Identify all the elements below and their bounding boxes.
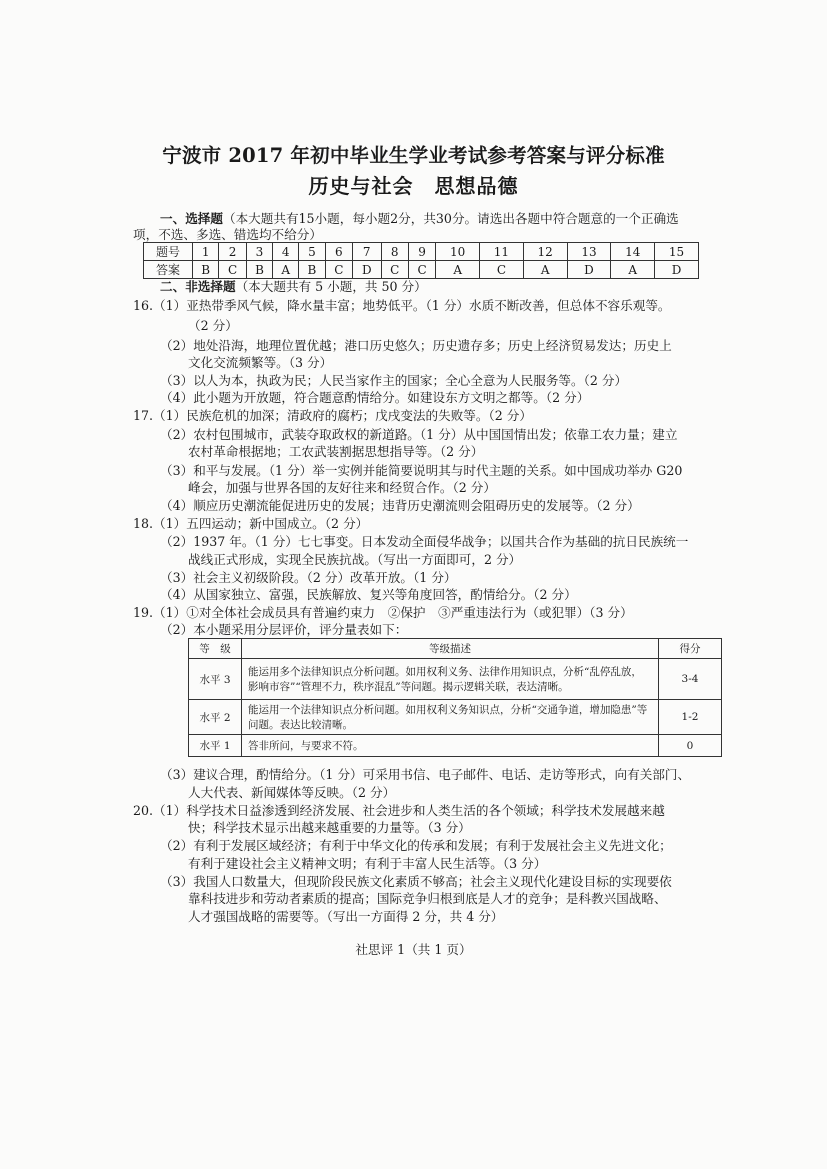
answer-line: （3）和平与发展。（1 分）举一实例并能简要说明其与时代主题的关系。如中国成功举办 G20 [160, 463, 683, 478]
table-row [189, 735, 722, 757]
answer-cell: A [436, 261, 480, 279]
question-number: 8 [381, 243, 408, 261]
document-title: 宁波市 2017 年初中毕业生学业考试参考答案与评分标准 [162, 144, 665, 167]
answer-cell: B [299, 261, 325, 279]
answer-line: （3）社会主义初级阶段。（2 分）改革开放。（1 分） [160, 570, 457, 585]
page-footer: 社思评 1（共 1 页） [355, 942, 472, 957]
rubric-score: 0 [659, 735, 722, 757]
answer-cell: C [219, 261, 246, 279]
rubric-header-score: 得分 [659, 639, 722, 659]
question-number: 12 [523, 243, 567, 261]
table-row [189, 639, 722, 659]
grading-rubric-table [188, 638, 722, 757]
rubric-score: 3-4 [659, 659, 722, 700]
answer-line: （3）以人为本，执政为民；人民当家作主的国家；全心全意为人民服务等。（2 分） [160, 373, 628, 388]
answer-line: （4）从国家独立、富强，民族解放、复兴等角度回答，酌情给分。（2 分） [160, 587, 577, 602]
rubric-desc: 能运用多个法律知识点分析问题。如用权利义务、法律作用知识点，分析“乱停乱放，影响市容”“管理不力，秩序混乱”等问题。揭示逻辑关联，表达清晰。 [242, 659, 659, 700]
answer-cell: C [480, 261, 524, 279]
answer-line: 峰会，加强与世界各国的友好往来和经贸合作。（2 分） [188, 480, 496, 495]
answer-line: 20.（1）科学技术日益渗透到经济发展、社会进步和人类生活的各个领域；科学技术发展越来越 [133, 803, 665, 818]
answer-table [143, 242, 699, 279]
answer-cell: C [408, 261, 435, 279]
question-number: 7 [352, 243, 381, 261]
answer-line: （2）有利于发展区域经济；有利于中华文化的传承和发展；有利于发展社会主义先进文化； [160, 838, 672, 853]
table-row-label: 答案 [144, 261, 193, 279]
answer-line: 快；科学技术显示出越来越重要的力量等。（3 分） [188, 820, 471, 835]
question-number: 1 [193, 243, 219, 261]
answer-line: （4）顺应历史潮流能促进历史的发展；违背历史潮流则会阻碍历史的发展等。（2 分） [160, 498, 640, 513]
answer-line: 有利于建设社会主义精神文明；有利于丰富人民生活等。（3 分） [188, 856, 547, 871]
answer-line: 19.（1）①对全体社会成员具有普遍约束力 ②保护 ③严重违法行为（或犯罪）（3 分） [133, 605, 633, 620]
answer-line: 靠科技进步和劳动者素质的提高；国际竞争归根到底是人才的竞争；是科教兴国战略、 [188, 891, 667, 906]
section2-intro-text: （本大题共有 5 小题，共 50 分） [235, 279, 427, 294]
rubric-score: 1-2 [659, 700, 722, 735]
question-number: 5 [299, 243, 325, 261]
answer-line: （2 分） [188, 318, 238, 333]
rubric-level: 水平 2 [189, 700, 242, 735]
answer-table-answer-row [144, 261, 699, 279]
answer-cell: D [352, 261, 381, 279]
section2-heading: 二、非选择题 [160, 279, 236, 294]
question-number: 11 [480, 243, 524, 261]
answer-cell: D [655, 261, 699, 279]
answer-line: 人大代表、新闻媒体等反映。（2 分） [188, 785, 396, 800]
question-number: 13 [567, 243, 611, 261]
table-row [189, 700, 722, 735]
answer-line: （2）农村包围城市，武装夺取政权的新道路。（1 分）从中国国情出发；依靠工农力量；建立 [160, 427, 678, 442]
section1-intro-cont: 项，不选、多选、错选均不给分） [133, 227, 322, 242]
document-subtitle: 历史与社会 思想品德 [308, 174, 519, 198]
answer-line: 战线正式形成，实现全民族抗战。（写出一方面即可，2 分） [188, 552, 522, 567]
answer-cell: A [611, 261, 655, 279]
answer-cell: C [381, 261, 408, 279]
answer-line: 农村革命根据地；工农武装割据思想指导等。（2 分） [188, 444, 484, 459]
section1-intro-text: （本大题共有15小题，每小题2分，共30分。请选出各题中符合题意的一个正确选 [222, 211, 679, 226]
answer-line: （2）地处沿海，地理位置优越；港口历史悠久；历史遗存多；历史上经济贸易发达；历史上 [160, 338, 672, 353]
rubric-level: 水平 1 [189, 735, 242, 757]
answer-table-number-row [144, 243, 699, 261]
section2-intro [160, 279, 427, 295]
section1-intro [160, 211, 679, 227]
rubric-desc: 答非所问，与要求不符。 [242, 735, 659, 757]
question-number: 15 [655, 243, 699, 261]
table-row [189, 659, 722, 700]
rubric-header-level: 等 级 [189, 639, 242, 659]
answer-cell: B [193, 261, 219, 279]
question-number: 2 [219, 243, 246, 261]
question-number: 14 [611, 243, 655, 261]
question-number: 3 [246, 243, 272, 261]
rubric-desc: 能运用一个法律知识点分析问题。如用权利义务知识点，分析“交通争道，增加隐患”等问题。表达比较清晰。 [242, 700, 659, 735]
question-number: 4 [273, 243, 299, 261]
answer-line: 文化交流频繁等。（3 分） [188, 355, 333, 370]
rubric-level: 水平 3 [189, 659, 242, 700]
answer-line: （4）此小题为开放题，符合题意酌情给分。如建设东方文明之都等。（2 分） [160, 390, 590, 405]
answer-cell: B [246, 261, 272, 279]
answer-cell: C [325, 261, 352, 279]
answer-line: （2）1937 年。（1 分）七七事变。日本发动全面侵华战争；以国共合作为基础的抗日民族统一 [160, 534, 689, 549]
answer-line: 18.（1）五四运动；新中国成立。（2 分） [133, 516, 369, 531]
answer-cell: A [273, 261, 299, 279]
answer-line: 16.（1）亚热带季风气候，降水量丰富；地势低平。（1 分）水质不断改善，但总体不容乐观等。 [133, 298, 671, 313]
section1-heading: 一、选择题 [160, 211, 223, 226]
answer-line: 人才强国战略的需要等。（写出一方面得 2 分，共 4 分） [188, 909, 504, 924]
question-number: 6 [325, 243, 352, 261]
answer-line: （3）我国人口数量大，但现阶段民族文化素质不够高；社会主义现代化建设目标的实现要依 [160, 874, 672, 889]
rubric-header-desc: 等级描述 [242, 639, 659, 659]
answer-cell: D [567, 261, 611, 279]
answer-cell: A [523, 261, 567, 279]
answer-line: 17.（1）民族危机的加深；清政府的腐朽；戊戌变法的失败等。（2 分） [133, 408, 532, 423]
table-row-label: 题号 [144, 243, 193, 261]
question-number: 9 [408, 243, 435, 261]
question-number: 10 [436, 243, 480, 261]
answer-line: （2）本小题采用分层评价，评分量表如下： [160, 622, 408, 637]
answer-line: （3）建议合理，酌情给分。（1 分）可采用书信、电子邮件、电话、走访等形式，向有关部门、 [160, 767, 691, 782]
